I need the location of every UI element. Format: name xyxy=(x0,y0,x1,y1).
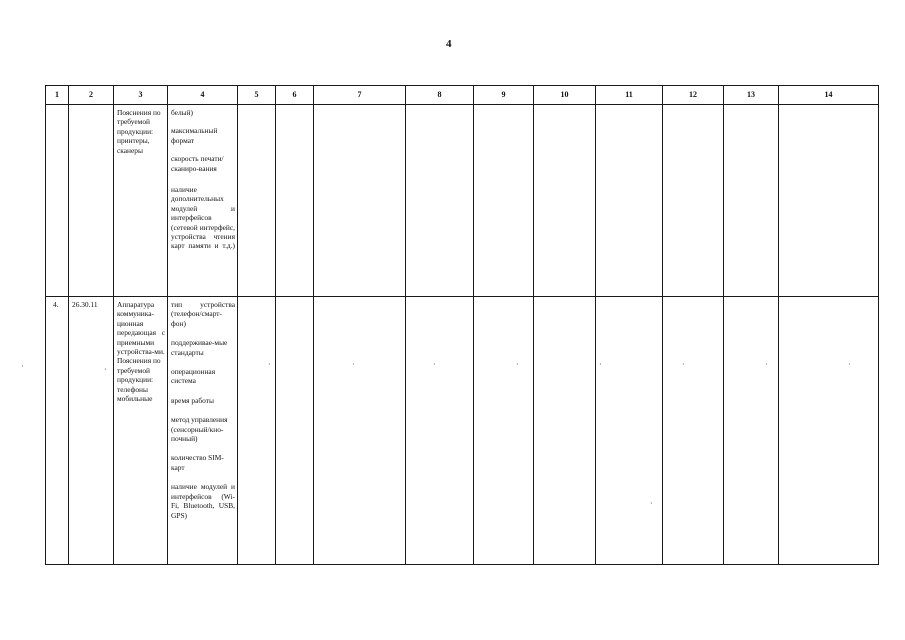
column-header: 6 xyxy=(276,86,314,105)
page-number: 4 xyxy=(446,38,452,50)
table-cell xyxy=(314,297,406,565)
characteristic-text: время работы xyxy=(171,395,214,405)
scan-speck: · xyxy=(650,499,653,508)
table-cell xyxy=(663,297,724,565)
table-row-continued xyxy=(46,105,879,297)
table-cell xyxy=(69,297,114,565)
column-header: 12 xyxy=(663,86,724,105)
column-header: 13 xyxy=(724,86,779,105)
table-cell xyxy=(534,105,596,297)
data-table xyxy=(45,85,879,565)
table-cell xyxy=(534,297,596,565)
table-cell xyxy=(238,297,276,565)
table-cell xyxy=(46,105,69,297)
column-header: 3 xyxy=(114,86,168,105)
table-row-4 xyxy=(46,297,879,565)
okpd-code: 26.30.11 xyxy=(72,300,98,309)
row-number: 4. xyxy=(53,300,59,309)
characteristic-text: количество SIM-карт xyxy=(171,453,224,472)
characteristic-text: скорость печати/сканиро-вания xyxy=(171,154,224,173)
table-cell xyxy=(596,105,663,297)
table-cell xyxy=(238,105,276,297)
table-cell xyxy=(168,105,238,297)
header-row xyxy=(46,86,879,105)
characteristic-text: белый) xyxy=(171,108,194,117)
table-cell xyxy=(114,297,168,565)
table-cell xyxy=(69,105,114,297)
product-clarification: Пояснения по требуемой продукции: принтеры, сканеры xyxy=(117,108,161,155)
column-header: 2 xyxy=(69,86,114,105)
product-clarification: Пояснения по требуемой продукции: телефоны мобильные xyxy=(117,356,161,404)
characteristic-text: операционная система xyxy=(171,367,216,386)
column-header: 11 xyxy=(596,86,663,105)
scan-speck: · xyxy=(765,360,768,369)
scan-speck: · xyxy=(104,365,107,374)
table-cell xyxy=(779,105,879,297)
scan-speck: · xyxy=(599,360,602,369)
table-cell xyxy=(779,297,879,565)
table-cell xyxy=(406,105,474,297)
column-header: 5 xyxy=(238,86,276,105)
column-header: 9 xyxy=(474,86,534,105)
characteristic-text: метод управления (сенсорный/кно-почный) xyxy=(171,415,228,444)
scan-speck: · xyxy=(516,360,519,369)
table-cell xyxy=(276,105,314,297)
product-name: Аппаратура коммуника-ционная передающая с приемными устройства-ми. xyxy=(117,300,165,357)
table-cell xyxy=(168,297,238,565)
table-cell xyxy=(314,105,406,297)
table-cell xyxy=(724,297,779,565)
table-cell xyxy=(406,297,474,565)
scan-speck: · xyxy=(433,360,436,369)
characteristic-text: наличие модулей и интерфейсов (Wi-Fi, Bluetooth, USB, GPS) xyxy=(171,482,235,520)
column-header: 1 xyxy=(46,86,69,105)
characteristic-text: максимальный формат xyxy=(171,126,218,145)
scan-speck: · xyxy=(682,360,685,369)
column-header: 7 xyxy=(314,86,406,105)
scan-speck: · xyxy=(268,360,271,369)
table-cell xyxy=(663,105,724,297)
table-cell xyxy=(724,105,779,297)
scan-speck: · xyxy=(21,362,24,371)
table-cell xyxy=(114,105,168,297)
characteristic-text: поддерживае-мые стандарты xyxy=(171,338,228,357)
column-header: 8 xyxy=(406,86,474,105)
table-cell xyxy=(596,297,663,565)
column-header: 14 xyxy=(779,86,879,105)
table-cell xyxy=(474,105,534,297)
scan-speck: · xyxy=(352,360,355,369)
characteristic-text: наличие дополнительных модулей и интерфейсов (сетевой интерфейс, устройства чтения карт памяти и т.д.) xyxy=(171,185,235,251)
scan-speck: · xyxy=(848,360,851,369)
characteristic-text: тип устройства (телефон/смарт-фон) xyxy=(171,300,235,328)
table-cell xyxy=(276,297,314,565)
table-cell xyxy=(46,297,69,565)
table-cell xyxy=(474,297,534,565)
column-header: 10 xyxy=(534,86,596,105)
column-header: 4 xyxy=(168,86,238,105)
